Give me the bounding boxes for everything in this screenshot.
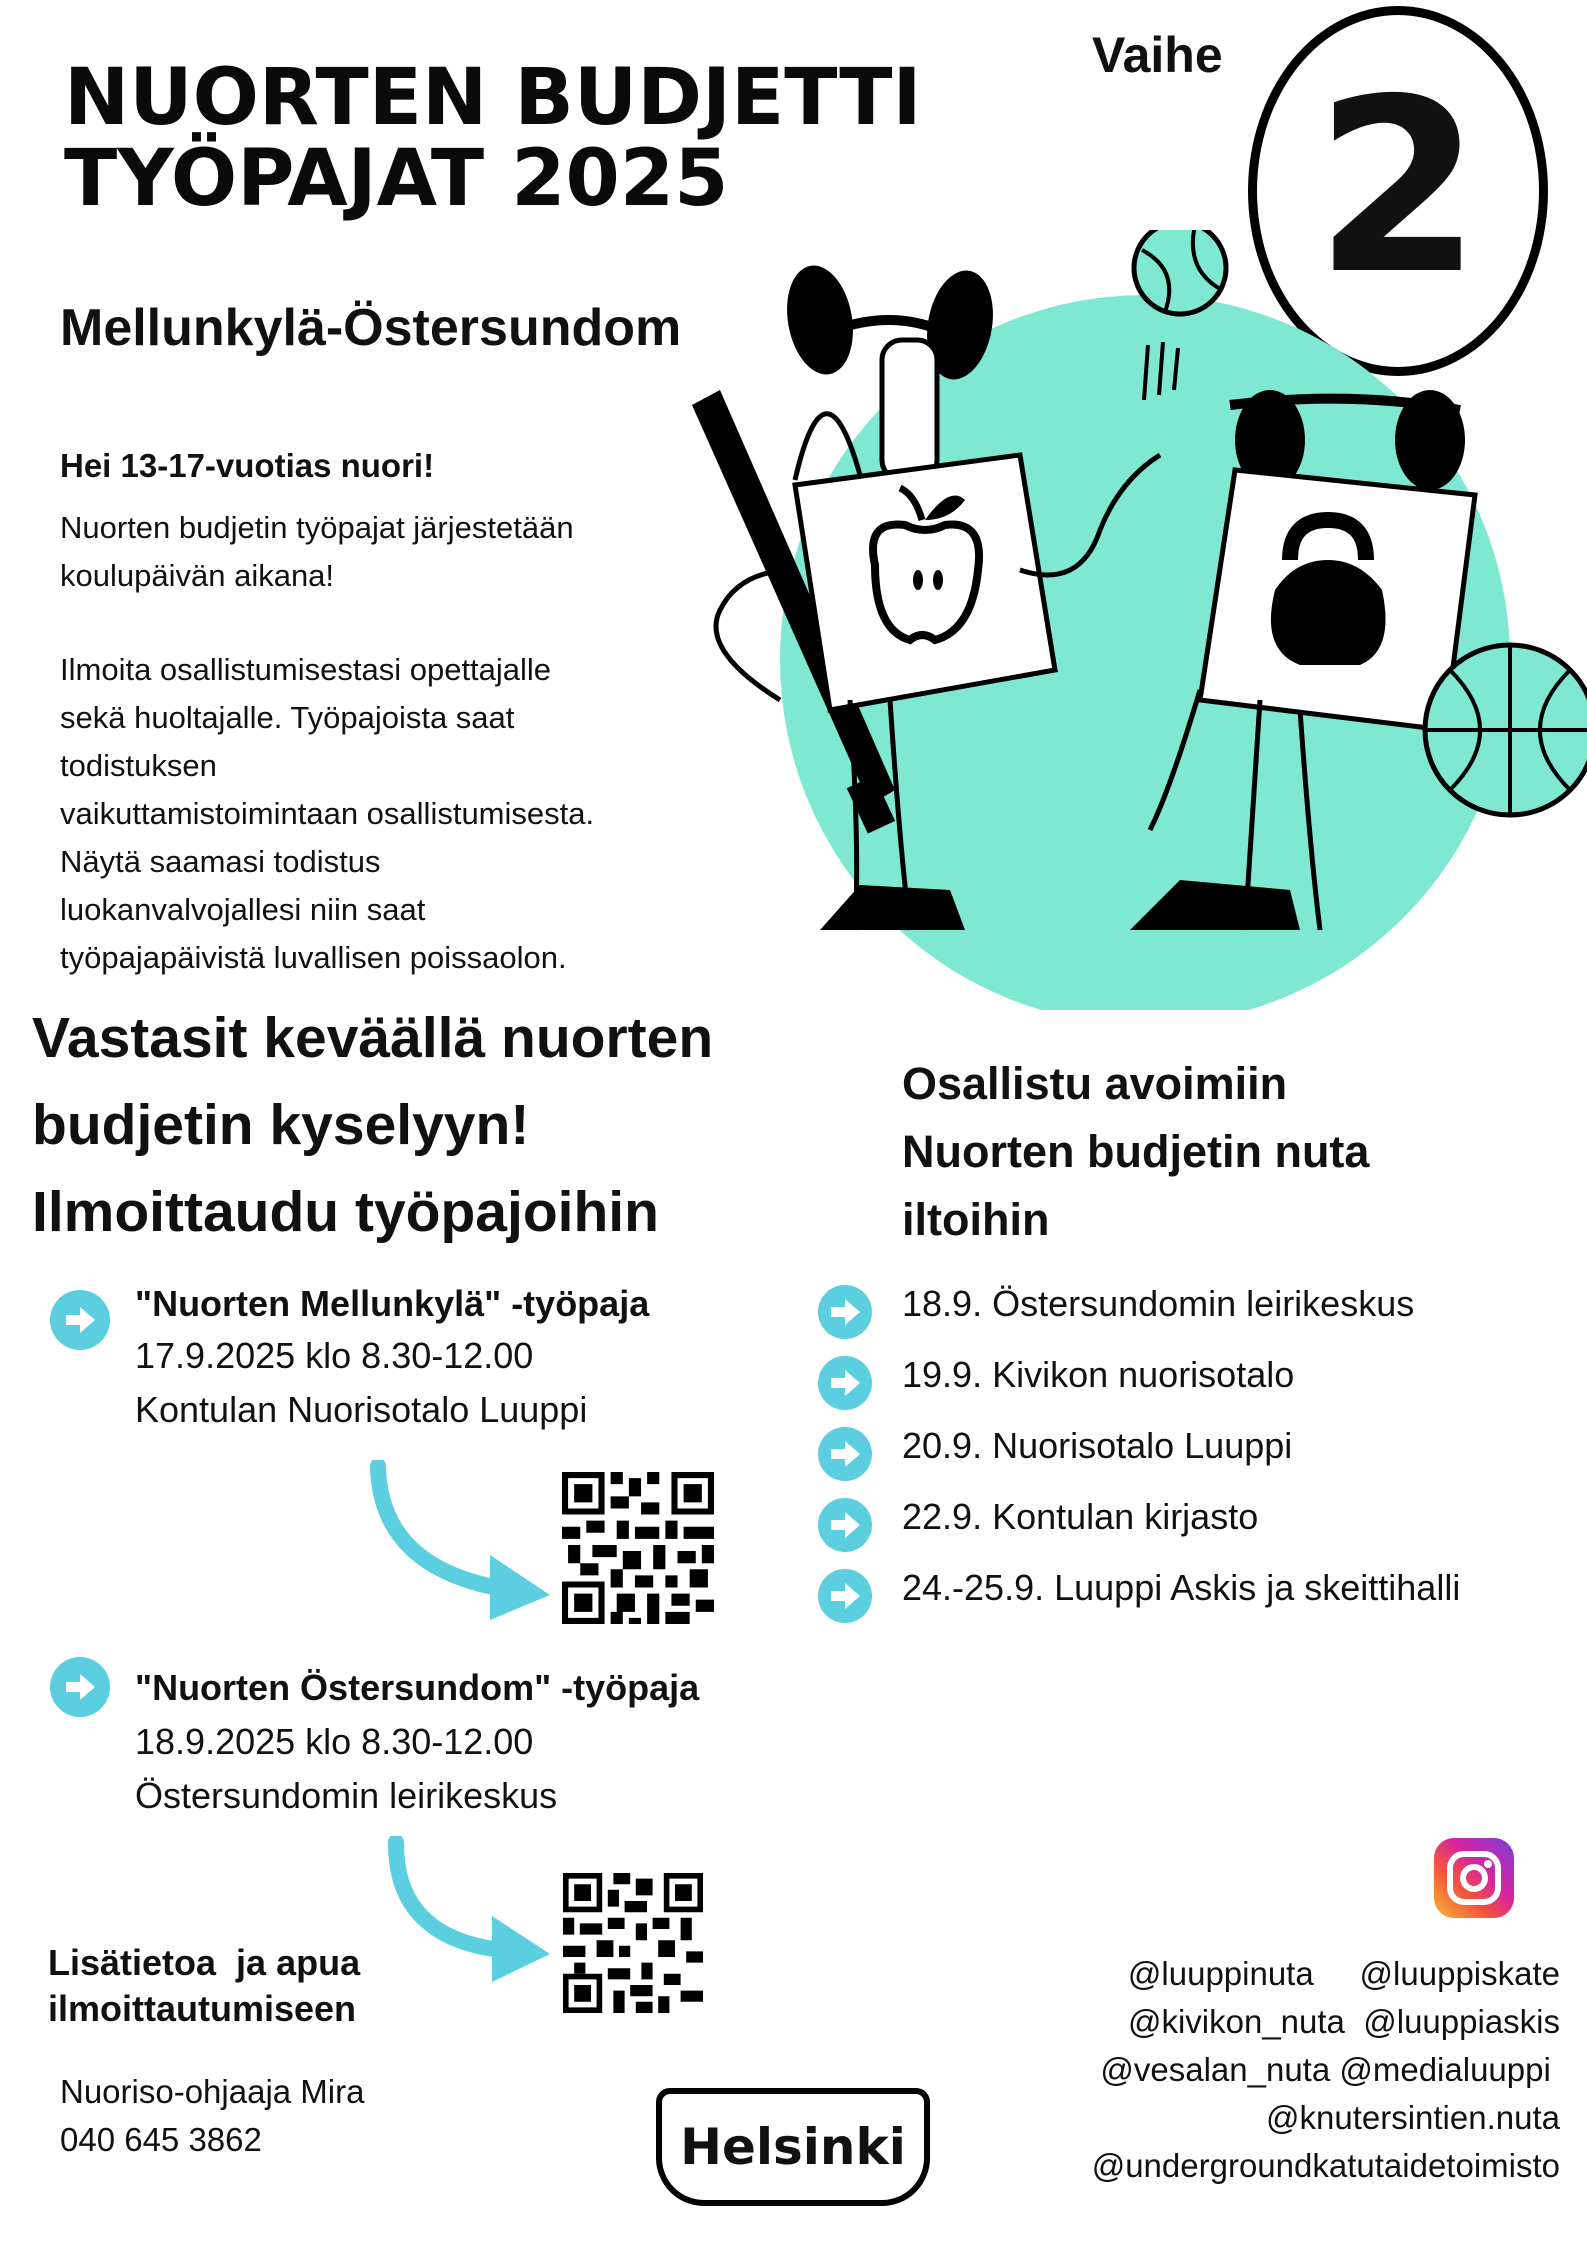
workshop-datetime: 17.9.2025 klo 8.30-12.00 (135, 1335, 534, 1376)
social-line[interactable]: @kivikon_nuta @luuppiaskis (1127, 2003, 1560, 2040)
workshop-datetime: 18.9.2025 klo 8.30-12.00 (135, 1721, 534, 1762)
social-line[interactable]: @undergroundkatutaidetoimisto (1091, 2147, 1560, 2184)
curved-arrow-icon (360, 1460, 560, 1620)
workshop-2 (135, 1667, 699, 1817)
social-line[interactable]: @knutersintien.nuta (1265, 2099, 1560, 2136)
event-item: 24.-25.9. Luuppi Askis ja skeittihalli (902, 1567, 1461, 1608)
curved-arrow-icon (380, 1836, 555, 1986)
title-line-2: TYÖPAJAT 2025 (64, 134, 729, 225)
page-title (64, 53, 922, 225)
arrow-right-icon (818, 1498, 872, 1552)
signup-cta: Vastasit keväällä nuorten budjetin kyselyyn! Ilmoittaudu työpajoihin (32, 1006, 714, 1244)
qr-code-2[interactable] (563, 1873, 703, 2013)
social-line[interactable]: @vesalan_nuta @medialuuppi (1100, 2051, 1560, 2088)
stage-number: 2 (1314, 47, 1482, 327)
arrow-right-icon (50, 1657, 110, 1717)
open-evenings-heading: Osallistu avoimiin Nuorten budjetin nuta iltoihin (902, 1058, 1370, 1245)
arrow-right-icon (818, 1569, 872, 1623)
workshop-place: Östersundomin leirikeskus (135, 1775, 558, 1816)
stage-label: Vaihe (1092, 27, 1223, 83)
social-line[interactable]: @luuppinuta @luuppiskate (1127, 1955, 1560, 1992)
social-handles (1092, 1950, 1560, 2190)
helsinki-logo: Helsinki (656, 2088, 930, 2206)
workshop-title: "Nuorten Östersundom" -työpaja (135, 1667, 700, 1708)
contact-info (60, 2068, 364, 2164)
event-item: 20.9. Nuorisotalo Luuppi (902, 1425, 1293, 1466)
basketball-icon (1425, 645, 1587, 815)
instagram-icon[interactable] (1434, 1838, 1514, 1918)
title-line-1: NUORTEN BUDJETTI (64, 53, 922, 143)
greeting: Hei 13-17-vuotias nuori! (60, 447, 435, 484)
arrow-right-icon (818, 1427, 872, 1481)
workshop-title: "Nuorten Mellunkylä" -työpaja (135, 1283, 650, 1324)
workshop-place: Kontulan Nuorisotalo Luuppi (135, 1389, 588, 1430)
tennis-ball-icon (1134, 230, 1226, 314)
intro-paragraph-1: Nuorten budjetin työpajat järjestetään koulupäivän aikana! (60, 510, 574, 593)
page-subtitle: Mellunkylä-Östersundom (60, 299, 682, 357)
arrow-right-icon (50, 1290, 110, 1350)
event-item: 18.9. Östersundomin leirikeskus (902, 1283, 1415, 1324)
event-item: 19.9. Kivikon nuorisotalo (902, 1354, 1295, 1395)
workshop-1 (135, 1283, 649, 1431)
contact-phone[interactable]: 040 645 3862 (60, 2121, 262, 2158)
arrow-right-icon (818, 1285, 872, 1339)
contact-name: Nuoriso-ohjaaja Mira (60, 2073, 365, 2110)
intro-paragraph-2: Ilmoita osallistumisestasi opettajalle sekä huoltajalle. Työpajoista saat todistuksen vaikuttamistoimintaan osallistumisesta. Näytä saamasi todistus luokanvalvojallesi niin saat työpajapäivistä luvallisen poissaolon. (60, 652, 595, 975)
arrow-right-icon (818, 1356, 872, 1410)
event-item: 22.9. Kontulan kirjasto (902, 1496, 1259, 1537)
info-heading: Lisätietoa ja apua ilmoittautumiseen (48, 1942, 361, 2029)
illustration (660, 230, 1587, 1010)
qr-code-1[interactable] (562, 1472, 714, 1624)
